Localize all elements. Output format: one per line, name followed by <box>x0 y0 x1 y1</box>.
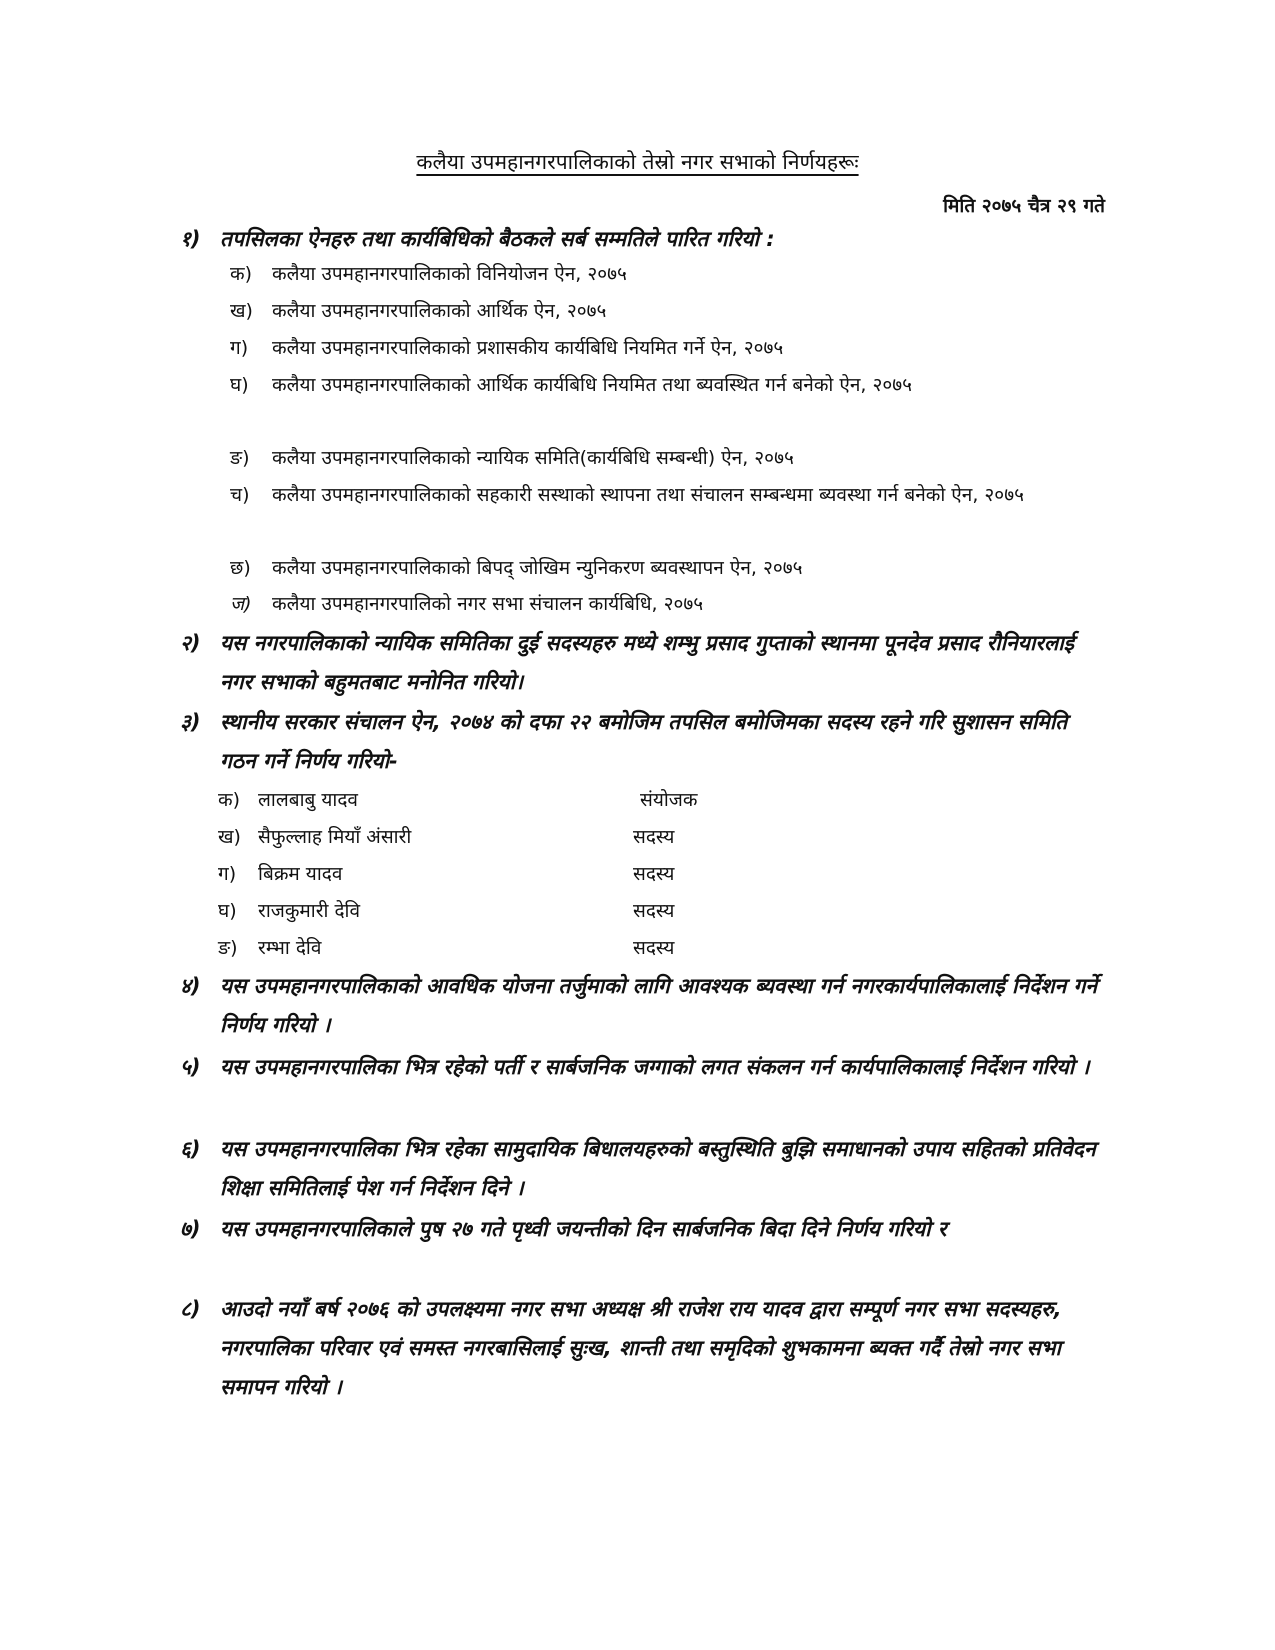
decision-number: ८) <box>180 1297 201 1321</box>
decision-2 <box>180 624 1100 702</box>
member-name: लालबाबु यादव <box>258 789 358 811</box>
item-label: ज) <box>230 593 252 615</box>
member-label: ख) <box>218 826 241 848</box>
item-text: कलैया उपमहानगरपालिकाको न्यायिक समिति(कार्यबिधि सम्बन्धी) ऐन, २०७५ <box>272 447 794 469</box>
decision-number: १) <box>180 227 201 251</box>
decision-text: तपसिलका ऐनहरु तथा कार्यबिधिको बैठकले सर्ब सम्मतिले पारित गरियो : <box>220 227 775 251</box>
decision-text: आउदो नयाँ बर्ष २०७६ को उपलक्ष्यमा नगर सभा अध्यक्ष श्री राजेश राय यादव द्वारा सम्पूर्ण नगर सभा सदस्यहरु, नगरपालिका परिवार एवं समस्त नगरबासिलाई सुःख, शान्ती तथा समृदिको शुभकामना ब्यक्त गर्दै तेस्रो नगर सभा समापन गरियो । <box>220 1297 1062 1399</box>
member-name: सैफुल्लाह मियाँ अंसारी <box>258 826 412 848</box>
document-title: कलैया उपमहानगरपालिकाको तेस्रो नगर सभाको निर्णयहरूः <box>416 150 859 174</box>
act-item <box>230 550 1105 587</box>
item-text: कलैया उपमहानगरपालिकाको सहकारी सस्थाको स्थापना तथा संचालन सम्बन्धमा ब्यवस्था गर्न बनेको ऐन, २०७५ <box>272 484 1024 506</box>
item-label: छ) <box>230 557 251 579</box>
act-item <box>230 477 1105 514</box>
document-date: मिति २०७५ चैत्र २९ गते <box>943 195 1105 217</box>
member-role: सदस्य <box>633 826 675 848</box>
committee-member <box>218 782 358 819</box>
decision-number: ७) <box>180 1217 201 1241</box>
decision-7 <box>180 1210 1100 1249</box>
member-label: घ) <box>218 900 237 922</box>
decision-text: यस उपमहानगरपालिका भित्र रहेका सामुदायिक बिधालयहरुको बस्तुस्थिति बुझि समाधानको उपाय सहितको प्रतिवेदन शिक्षा समितिलाई पेश गर्न निर्देशन दिने । <box>220 1137 1096 1200</box>
member-role: सदस्य <box>633 863 675 885</box>
act-item <box>230 367 1105 404</box>
member-role: संयोजक <box>640 789 698 811</box>
committee-member <box>218 856 342 893</box>
member-name: रम्भा देवि <box>258 937 322 959</box>
item-label: च) <box>230 484 250 506</box>
decision-8 <box>180 1290 1100 1407</box>
decision-3 <box>180 703 1100 781</box>
item-label: क) <box>230 263 253 285</box>
member-role: सदस्य <box>633 900 675 922</box>
decision-text: यस उपमहानगरपालिकाको आवधिक योजना तर्जुमाको लागि आवश्यक ब्यवस्था गर्न नगरकार्यपालिकालाई निर्देशन गर्ने निर्णय गरियो । <box>220 974 1098 1037</box>
decision-text: स्थानीय सरकार संचालन ऐन, २०७४ को दफा २२ बमोजिम तपसिल बमोजिमका सदस्य रहने गरि सुशासन समिति गठन गर्ने निर्णय गरियो- <box>220 710 1068 773</box>
act-item <box>230 330 1105 367</box>
member-label: ङ) <box>218 937 238 959</box>
item-text: कलैया उपमहानगरपालिको नगर सभा संचालन कार्यबिधि, २०७५ <box>272 593 704 615</box>
decision-number: ४) <box>180 974 201 998</box>
committee-member <box>218 930 321 967</box>
committee-member <box>218 893 360 930</box>
item-text: कलैया उपमहानगरपालिकाको आर्थिक कार्यबिधि नियमित तथा ब्यवस्थित गर्न बनेको ऐन, २०७५ <box>272 374 913 396</box>
item-label: ग) <box>230 337 249 359</box>
act-item <box>230 440 1105 477</box>
member-label: ग) <box>218 863 237 885</box>
item-text: कलैया उपमहानगरपालिकाको विनियोजन ऐन, २०७५ <box>272 263 627 285</box>
decision-6 <box>180 1130 1100 1208</box>
member-role: सदस्य <box>633 937 675 959</box>
decision-number: ३) <box>180 710 201 734</box>
decision-number: ६) <box>180 1137 201 1161</box>
decision-5 <box>180 1048 1100 1087</box>
member-label: क) <box>218 789 241 811</box>
item-label: ख) <box>230 300 253 322</box>
committee-member <box>218 819 411 856</box>
decision-number: ५) <box>180 1055 201 1079</box>
member-name: राजकुमारी देवि <box>258 900 361 922</box>
decision-number: २) <box>180 631 201 655</box>
member-name: बिक्रम यादव <box>258 863 343 885</box>
item-label: ङ) <box>230 447 250 469</box>
act-item <box>230 293 1105 330</box>
decision-4 <box>180 967 1100 1045</box>
decision-text: यस उपमहानगरपालिका भित्र रहेको पर्ती र सार्बजनिक जग्गाको लगत संकलन गर्न कार्यपालिकालाई निर्देशन गरियो । <box>220 1055 1090 1079</box>
item-text: कलैया उपमहानगरपालिकाको आर्थिक ऐन, २०७५ <box>272 300 607 322</box>
item-label: घ) <box>230 374 249 396</box>
decision-text: यस उपमहानगरपालिकाले पुष २७ गते पृथ्वी जयन्तीको दिन सार्बजनिक बिदा दिने निर्णय गरियो र <box>220 1217 947 1241</box>
decision-text: यस नगरपालिकाको न्यायिक समितिका दुई सदस्यहरु मध्ये शम्भु प्रसाद गुप्ताको स्थानमा पूनदेव प्रसाद रौनियारलाई नगर सभाको बहुमतबाट मनोनित गरियो। <box>220 631 1074 694</box>
item-text: कलैया उपमहानगरपालिकाको प्रशासकीय कार्यबिधि नियमित गर्ने ऐन, २०७५ <box>272 337 784 359</box>
item-text: कलैया उपमहानगरपालिकाको बिपद् जोखिम न्युनिकरण ब्यवस्थापन ऐन, २०७५ <box>272 557 803 579</box>
decision-1 <box>180 220 1100 259</box>
act-item <box>230 256 1105 293</box>
act-item <box>230 586 1105 623</box>
